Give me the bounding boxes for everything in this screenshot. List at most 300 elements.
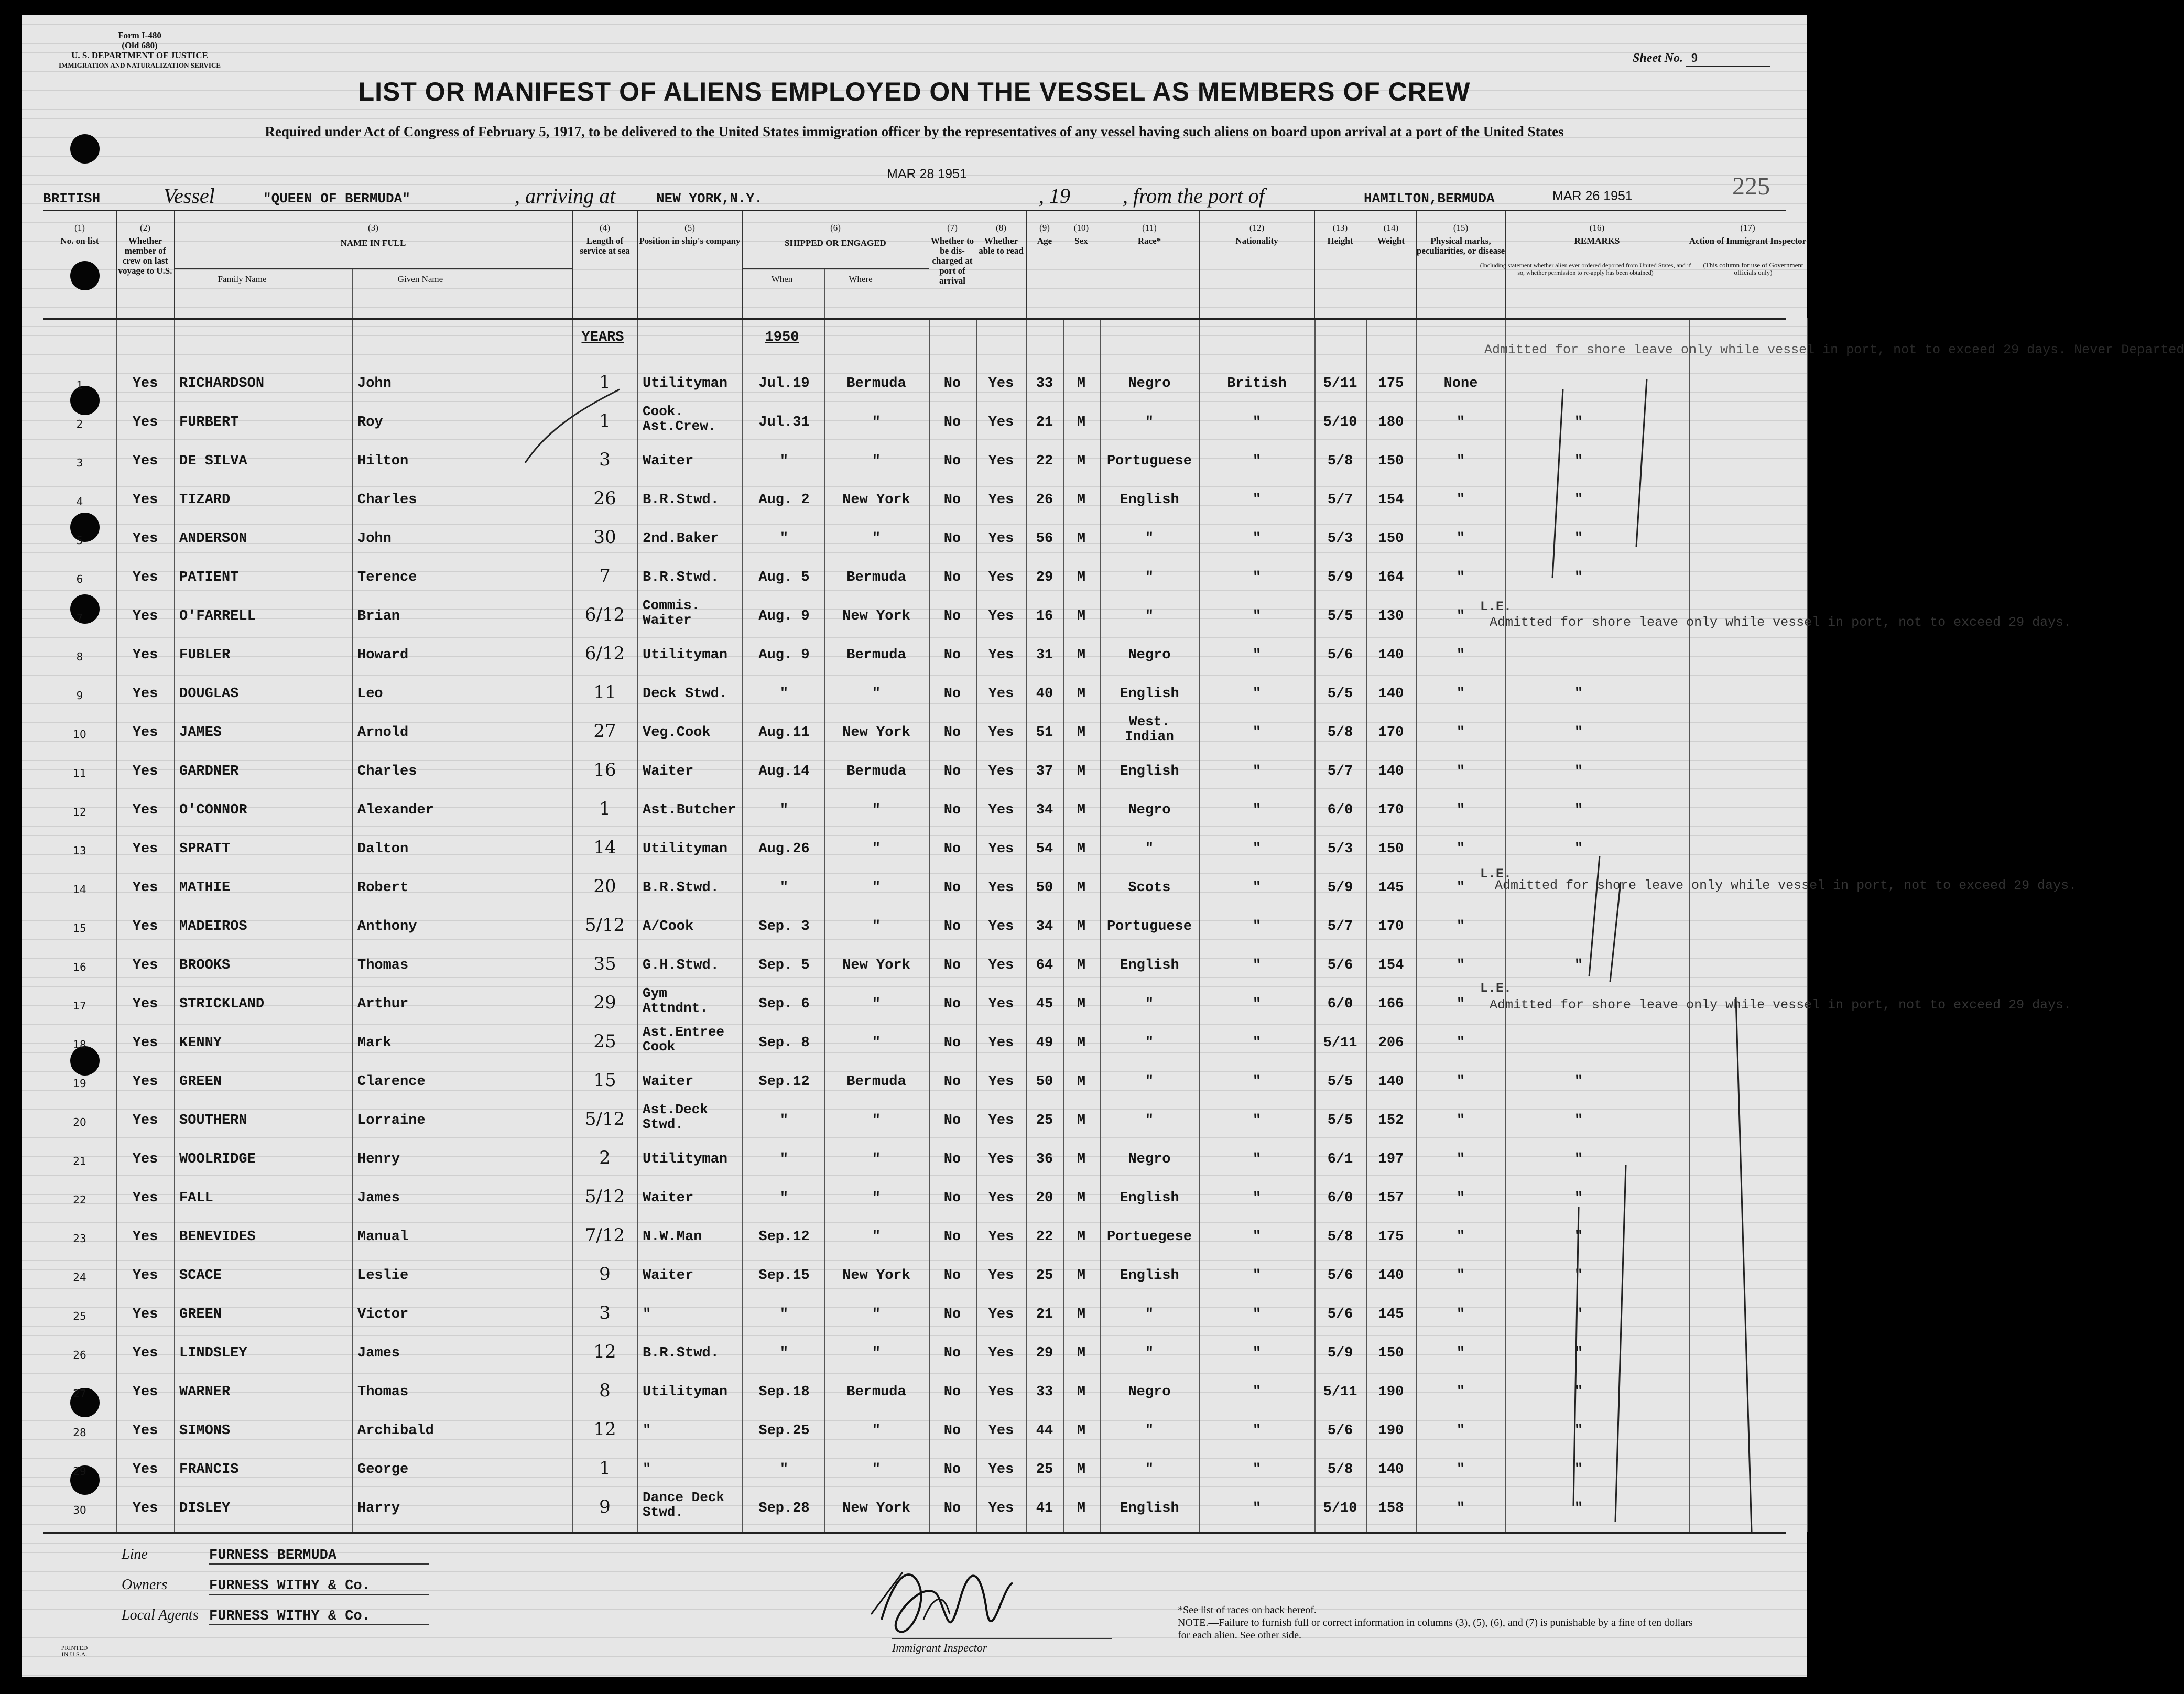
cell-given: Charles <box>357 492 417 508</box>
cell-weight: 154 <box>1378 492 1404 508</box>
cell-when: Sep. 6 <box>758 996 810 1012</box>
cell-discharge: No <box>943 531 961 547</box>
cell-where: New York <box>842 958 910 973</box>
cell-no: 5 <box>76 534 83 547</box>
cell-given: Arthur <box>357 996 409 1012</box>
cell-service: 9 <box>599 1496 611 1517</box>
cell-weight: 170 <box>1378 919 1404 935</box>
cell-service: 5/12 <box>584 1186 625 1207</box>
cell-discharge: No <box>943 880 961 896</box>
vessel-flag: BRITISH <box>43 191 101 207</box>
cell-no: 20 <box>73 1116 86 1128</box>
cell-position: B.R.Stwd. <box>643 880 719 896</box>
column-label: Physical marks, peculiarities, or disease <box>1416 236 1505 256</box>
cell-service: 16 <box>593 759 616 780</box>
printed-mark: PRINTED IN U.S.A. <box>61 1644 88 1658</box>
cell-weight: 157 <box>1378 1190 1404 1206</box>
cell-marks: " <box>1456 686 1465 702</box>
cell-given: George <box>357 1462 409 1478</box>
cell-service: 9 <box>599 1264 611 1285</box>
cell-race: " <box>1145 570 1154 585</box>
table-row <box>43 1178 1786 1215</box>
cell-remark-ditto: " <box>1574 1384 1583 1400</box>
cell-given: John <box>357 376 392 392</box>
table-row <box>43 790 1786 828</box>
cell-age: 56 <box>1036 531 1053 547</box>
cell-prev: Yes <box>132 492 158 508</box>
remark-row-14: Admitted for shore leave only while vessel in port, not to exceed 29 days. <box>1495 878 2077 893</box>
cell-remark-ditto: " <box>1574 1113 1583 1128</box>
cell-family: RICHARDSON <box>179 376 265 392</box>
page-subtitle: Required under Act of Congress of February 5, 1917, to be delivered to the United States immigration officer by the representatives of any vessel having such aliens on board upon arrival at a port of the United States <box>265 124 1564 139</box>
cell-given: Mark <box>357 1035 392 1051</box>
page-title: LIST OR MANIFEST OF ALIENS EMPLOYED ON THE VESSEL AS MEMBERS OF CREW <box>358 77 1471 106</box>
cell-read: Yes <box>988 919 1014 935</box>
column-rule <box>1807 318 1808 1532</box>
cell-family: GREEN <box>179 1307 222 1322</box>
cell-when: " <box>779 880 789 896</box>
cell-discharge: No <box>943 802 961 818</box>
cell-sex: M <box>1077 802 1086 818</box>
cell-when: Aug.11 <box>758 725 810 741</box>
cell-discharge: No <box>943 1501 961 1516</box>
cell-given: Leslie <box>357 1268 409 1284</box>
column-number: (15) <box>1453 223 1469 233</box>
cell-given: Arnold <box>357 725 409 741</box>
cell-discharge: No <box>943 647 961 663</box>
cell-read: Yes <box>988 1035 1014 1051</box>
cell-nationality: " <box>1252 880 1262 896</box>
cell-discharge: No <box>943 996 961 1012</box>
cell-marks: " <box>1456 1035 1465 1051</box>
cell-remark-ditto: " <box>1574 686 1583 702</box>
cell-weight: 190 <box>1378 1384 1404 1400</box>
cell-family: MATHIE <box>179 880 231 896</box>
cell-prev: Yes <box>132 1501 158 1516</box>
cell-nationality: British <box>1227 376 1287 392</box>
cell-discharge: No <box>943 415 961 430</box>
cell-given: Charles <box>357 764 417 779</box>
column-number: (5) <box>684 223 695 233</box>
cell-marks: " <box>1456 1268 1465 1284</box>
sheet-number-value: 9 <box>1686 51 1770 67</box>
cell-position: " <box>643 1307 651 1322</box>
cell-race: " <box>1145 1307 1154 1322</box>
cell-read: Yes <box>988 1268 1014 1284</box>
cell-height: 5/6 <box>1327 1307 1353 1322</box>
owners-value: FURNESS WITHY & Co. <box>209 1578 429 1595</box>
cell-age: 16 <box>1036 609 1053 624</box>
cell-where: New York <box>842 1268 910 1284</box>
table-row <box>43 1217 1786 1254</box>
column-number: (12) <box>1249 223 1265 233</box>
cell-prev: Yes <box>132 531 158 547</box>
cell-sex: M <box>1077 1307 1086 1322</box>
cell-position: " <box>643 1423 651 1439</box>
cell-discharge: No <box>943 609 961 624</box>
cell-height: 5/11 <box>1323 1035 1357 1051</box>
cell-discharge: No <box>943 1384 961 1400</box>
cell-age: 51 <box>1036 725 1053 741</box>
table-row <box>43 674 1786 711</box>
cell-discharge: No <box>943 1035 961 1051</box>
cell-service: 1 <box>599 798 611 819</box>
column-number: (8) <box>996 223 1006 233</box>
cell-height: 6/0 <box>1327 802 1353 818</box>
cell-prev: Yes <box>132 880 158 896</box>
table-row <box>43 1023 1786 1060</box>
cell-race: Negro <box>1128 647 1171 663</box>
cell-discharge: No <box>943 1229 961 1245</box>
cell-nationality: " <box>1252 570 1262 585</box>
owners-label: Owners <box>122 1577 168 1593</box>
cell-read: Yes <box>988 376 1014 392</box>
cell-nationality: " <box>1252 1268 1262 1284</box>
cell-marks: " <box>1456 570 1465 585</box>
cell-when: Aug. 2 <box>758 492 810 508</box>
cell-where: " <box>872 1035 881 1051</box>
given-name-header: Given Name <box>397 274 443 284</box>
cell-where: Bermuda <box>846 1384 906 1400</box>
cell-remark-ditto: " <box>1574 1152 1583 1167</box>
cell-race: Portuguese <box>1106 919 1192 935</box>
cell-remark-ditto: " <box>1574 1423 1583 1439</box>
cell-given: Clarence <box>357 1074 426 1090</box>
cell-prev: Yes <box>132 453 158 469</box>
column-header <box>929 211 976 318</box>
cell-read: Yes <box>988 609 1014 624</box>
arrival-port: NEW YORK,N.Y. <box>656 191 763 207</box>
agents-value: FURNESS WITHY & Co. <box>209 1609 429 1625</box>
cell-where: Bermuda <box>846 570 906 585</box>
cell-age: 33 <box>1036 1384 1053 1400</box>
cell-race: English <box>1120 958 1179 973</box>
cell-remark-ditto: " <box>1574 1345 1583 1361</box>
cell-no: 22 <box>73 1193 86 1206</box>
cell-position: G.H.Stwd. <box>643 958 719 973</box>
cell-prev: Yes <box>132 415 158 430</box>
cell-age: 36 <box>1036 1152 1053 1167</box>
cell-read: Yes <box>988 725 1014 741</box>
column-header <box>116 211 175 318</box>
cell-position: Deck Stwd. <box>643 686 728 702</box>
races-note: *See list of races on back hereof. <box>1178 1604 1317 1616</box>
cell-discharge: No <box>943 1152 961 1167</box>
inspector-signature <box>861 1551 1018 1646</box>
cell-discharge: No <box>943 453 961 469</box>
cell-nationality: " <box>1252 1384 1262 1400</box>
cell-sex: M <box>1077 1345 1086 1361</box>
cell-position: Commis. Waiter <box>643 598 700 628</box>
cell-given: Victor <box>357 1307 409 1322</box>
cell-prev: Yes <box>132 1384 158 1400</box>
cell-where: " <box>872 1345 881 1361</box>
cell-position: Dance Deck Stwd. <box>643 1490 725 1520</box>
form-old-number: (Old 680) <box>122 40 158 50</box>
cell-service: 6/12 <box>584 643 625 664</box>
cell-no: 6 <box>76 573 83 585</box>
cell-where: " <box>872 531 881 547</box>
column-label: Position in ship's company <box>639 236 741 246</box>
cell-prev: Yes <box>132 1307 158 1322</box>
cell-no: 4 <box>76 495 83 508</box>
cell-discharge: No <box>943 1113 961 1128</box>
cell-sex: M <box>1077 1190 1086 1206</box>
cell-family: FUBLER <box>179 647 231 663</box>
cell-no: 25 <box>73 1310 86 1322</box>
cell-nationality: " <box>1252 1152 1262 1167</box>
cell-service: 26 <box>593 488 616 509</box>
cell-where: " <box>872 1152 881 1167</box>
cell-height: 5/6 <box>1327 958 1353 973</box>
column-label: REMARKS <box>1574 236 1620 246</box>
cell-given: Hilton <box>357 453 409 469</box>
cell-read: Yes <box>988 764 1014 779</box>
cell-sex: M <box>1077 1113 1086 1128</box>
column-label: Sex <box>1074 236 1088 246</box>
remark-le-7: L.E. <box>1480 599 1512 614</box>
cell-family: BROOKS <box>179 958 231 973</box>
cell-marks: " <box>1456 958 1465 973</box>
cell-sex: M <box>1077 1462 1086 1478</box>
cell-service: 5/12 <box>584 915 625 936</box>
cell-age: 26 <box>1036 492 1053 508</box>
cell-given: Howard <box>357 647 409 663</box>
cell-weight: 190 <box>1378 1423 1404 1439</box>
cell-position: Utilityman <box>643 376 728 392</box>
cell-race: Negro <box>1128 376 1171 392</box>
cell-height: 5/3 <box>1327 531 1353 547</box>
cell-family: O'CONNOR <box>179 802 247 818</box>
cell-height: 5/9 <box>1327 1345 1353 1361</box>
cell-race: English <box>1120 1268 1179 1284</box>
cell-sex: M <box>1077 1423 1086 1439</box>
cell-nationality: " <box>1252 958 1262 973</box>
cell-read: Yes <box>988 1462 1014 1478</box>
sheet-number-label: Sheet No. <box>1633 51 1683 65</box>
cell-weight: 152 <box>1378 1113 1404 1128</box>
fine-note: NOTE.—Failure to furnish full or correct information in columns (3), (5), (6), and (7) is punishable by a fine of ten dollars for each alien. See other side. <box>1178 1617 1693 1641</box>
cell-marks: " <box>1456 1345 1465 1361</box>
cell-no: 17 <box>73 1000 86 1012</box>
cell-position: Utilityman <box>643 1384 728 1400</box>
cell-discharge: No <box>943 841 961 857</box>
cell-when: Sep. 3 <box>758 919 810 935</box>
cell-nationality: " <box>1252 1345 1262 1361</box>
cell-marks: " <box>1456 1229 1465 1245</box>
remark-row-17: Admitted for shore leave only while vessel in port, not to exceed 29 days. <box>1490 997 2072 1013</box>
cell-nationality: " <box>1252 802 1262 818</box>
cell-when: Sep. 8 <box>758 1035 810 1051</box>
cell-position: Waiter <box>643 1074 694 1090</box>
cell-no: 21 <box>73 1155 86 1167</box>
cell-height: 6/1 <box>1327 1152 1353 1167</box>
cell-prev: Yes <box>132 802 158 818</box>
cell-family: PATIENT <box>179 570 239 585</box>
cell-service: 14 <box>593 837 616 858</box>
cell-remark-ditto: " <box>1574 1501 1583 1516</box>
cell-marks: " <box>1456 609 1465 624</box>
cell-height: 5/7 <box>1327 492 1353 508</box>
cell-given: Thomas <box>357 958 409 973</box>
cell-weight: 158 <box>1378 1501 1404 1516</box>
cell-age: 29 <box>1036 570 1053 585</box>
cell-height: 5/9 <box>1327 570 1353 585</box>
cell-when: Sep.18 <box>758 1384 810 1400</box>
table-row <box>43 1333 1786 1371</box>
cell-sex: M <box>1077 531 1086 547</box>
cell-weight: 206 <box>1378 1035 1404 1051</box>
cell-age: 45 <box>1036 996 1053 1012</box>
cell-service: 30 <box>593 527 616 548</box>
cell-prev: Yes <box>132 1074 158 1090</box>
cell-weight: 170 <box>1378 802 1404 818</box>
cell-age: 41 <box>1036 1501 1053 1516</box>
cell-sex: M <box>1077 958 1086 973</box>
cell-given: Henry <box>357 1152 400 1167</box>
column-number: (4) <box>600 223 610 233</box>
cell-discharge: No <box>943 958 961 973</box>
cell-given: Alexander <box>357 802 434 818</box>
manifest-sheet <box>22 15 2184 1677</box>
cell-height: 5/9 <box>1327 880 1353 896</box>
footer <box>43 1530 1786 1662</box>
cell-race: Negro <box>1128 1152 1171 1167</box>
cell-race: " <box>1145 531 1154 547</box>
table-row <box>43 1294 1786 1332</box>
sheet-number <box>1633 51 1770 67</box>
cell-race: " <box>1145 1423 1154 1439</box>
cell-when: Sep.28 <box>758 1501 810 1516</box>
cell-race: Scots <box>1128 880 1171 896</box>
cell-weight: 164 <box>1378 570 1404 585</box>
cell-where: " <box>872 1229 881 1245</box>
cell-where: " <box>872 841 881 857</box>
cell-given: Lorraine <box>357 1113 426 1128</box>
cell-when: Aug. 9 <box>758 647 810 663</box>
table-row <box>43 441 1786 479</box>
cell-position: Cook. Ast.Crew. <box>643 404 716 434</box>
cell-read: Yes <box>988 1345 1014 1361</box>
cell-race: " <box>1145 1113 1154 1128</box>
cell-position: Waiter <box>643 764 694 779</box>
column-header <box>742 211 929 318</box>
cell-age: 64 <box>1036 958 1053 973</box>
cell-remark-ditto: " <box>1574 531 1583 547</box>
cell-position: Ast.Entree Cook <box>643 1024 725 1055</box>
cell-marks: " <box>1456 492 1465 508</box>
cell-prev: Yes <box>132 686 158 702</box>
action-note: (This column for use of Government officials only) <box>1703 261 1803 276</box>
cell-age: 50 <box>1036 1074 1053 1090</box>
cell-family: WARNER <box>179 1384 231 1400</box>
cell-weight: 140 <box>1378 764 1404 779</box>
cell-weight: 180 <box>1378 415 1404 430</box>
cell-race: " <box>1145 996 1154 1012</box>
cell-nationality: " <box>1252 1501 1262 1516</box>
cell-read: Yes <box>988 531 1014 547</box>
cell-weight: 175 <box>1378 1229 1404 1245</box>
cell-where: " <box>872 1423 881 1439</box>
column-label: Length of service at sea <box>580 236 630 256</box>
year-1950-header: 1950 <box>765 330 799 345</box>
cell-service: 8 <box>599 1380 611 1401</box>
cell-service: 7 <box>599 566 611 587</box>
cell-remark-ditto: " <box>1574 1190 1583 1206</box>
cell-read: Yes <box>988 686 1014 702</box>
cell-when: " <box>779 1152 789 1167</box>
cell-family: JAMES <box>179 725 222 741</box>
cell-read: Yes <box>988 492 1014 508</box>
cell-nationality: " <box>1252 1423 1262 1439</box>
cell-when: " <box>779 531 789 547</box>
cell-race: " <box>1145 1345 1154 1361</box>
cell-prev: Yes <box>132 1229 158 1245</box>
cell-service: 35 <box>593 953 616 974</box>
cell-service: 3 <box>599 1302 611 1323</box>
cell-read: Yes <box>988 570 1014 585</box>
cell-position: Waiter <box>643 1190 694 1206</box>
cell-discharge: No <box>943 376 961 392</box>
cell-service: 2 <box>599 1147 611 1168</box>
department: U. S. DEPARTMENT OF JUSTICE <box>71 50 208 60</box>
cell-weight: 154 <box>1378 958 1404 973</box>
cell-where: Bermuda <box>846 1074 906 1090</box>
cell-position: 2nd.Baker <box>643 531 719 547</box>
column-header <box>1026 211 1063 318</box>
cell-prev: Yes <box>132 1152 158 1167</box>
cell-when: " <box>779 1113 789 1128</box>
cell-nationality: " <box>1252 647 1262 663</box>
cell-when: " <box>779 802 789 818</box>
form-number: Form I-480 <box>118 30 161 40</box>
cell-no: 11 <box>73 767 86 779</box>
cell-age: 22 <box>1036 1229 1053 1245</box>
cell-service: 12 <box>593 1419 616 1440</box>
cell-remark-ditto: " <box>1574 725 1583 741</box>
cell-marks: " <box>1456 841 1465 857</box>
cell-remark-ditto: " <box>1574 958 1583 973</box>
cell-nationality: " <box>1252 996 1262 1012</box>
column-label: Whether member of crew on last voyage to U.S. <box>118 236 172 276</box>
cell-given: Robert <box>357 880 409 896</box>
agents-label: Local Agents <box>122 1607 199 1623</box>
cell-race: " <box>1145 841 1154 857</box>
cell-discharge: No <box>943 1190 961 1206</box>
column-number: (14) <box>1383 223 1399 233</box>
cell-given: Harry <box>357 1501 400 1516</box>
cell-where: " <box>872 453 881 469</box>
cell-position: B.R.Stwd. <box>643 1345 719 1361</box>
column-label: No. on list <box>60 236 99 246</box>
cell-where: " <box>872 415 881 430</box>
table-row <box>43 1372 1786 1409</box>
cell-age: 21 <box>1036 415 1053 430</box>
cell-where: Bermuda <box>846 764 906 779</box>
table-row <box>43 1410 1786 1448</box>
cell-service: 1 <box>599 372 611 393</box>
cell-where: " <box>872 1462 881 1478</box>
cell-position: Utilityman <box>643 647 728 663</box>
cell-race: " <box>1145 609 1154 624</box>
cell-no: 10 <box>73 728 86 741</box>
cell-marks: " <box>1456 725 1465 741</box>
column-label: Nationality <box>1235 236 1278 246</box>
cell-no: 9 <box>76 689 83 702</box>
cell-sex: M <box>1077 376 1086 392</box>
cell-race: English <box>1120 686 1179 702</box>
cell-no: 28 <box>73 1426 86 1439</box>
